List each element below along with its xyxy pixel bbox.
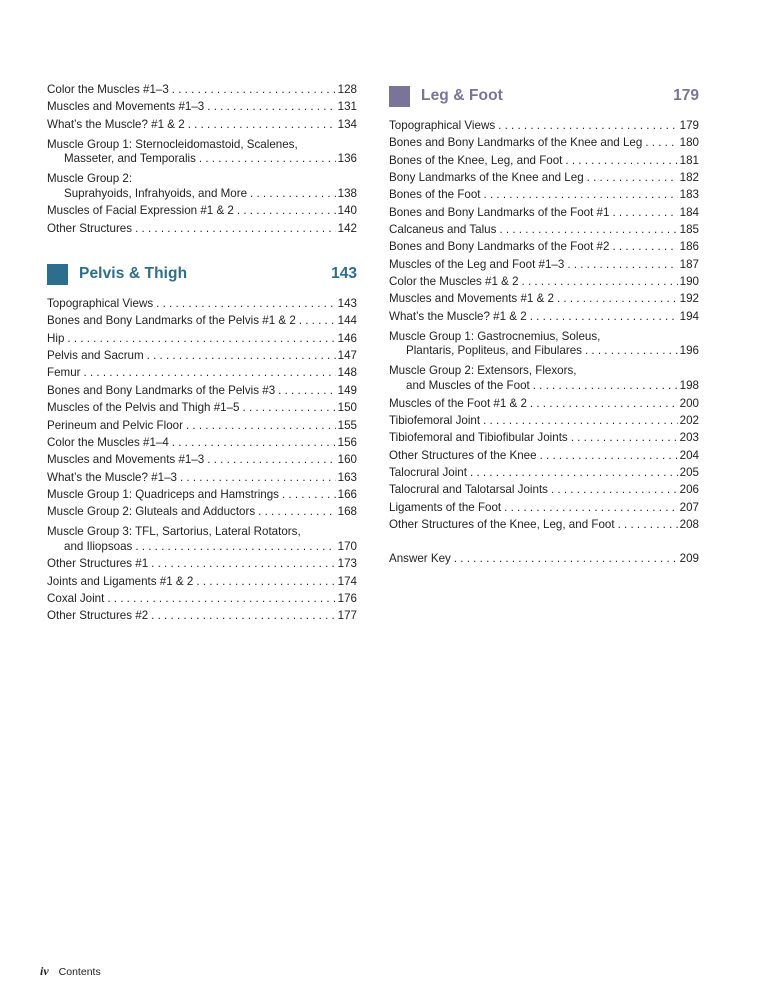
toc-dot-leader: [618, 519, 678, 531]
toc-dot-leader: [135, 541, 335, 553]
toc-entry-page: 194: [679, 309, 699, 323]
toc-entry[interactable]: [47, 136, 357, 153]
toc-entry-label: Ligaments of the Foot: [389, 500, 502, 514]
toc-entry-page: 146: [337, 331, 357, 345]
page-footer: [40, 964, 101, 979]
toc-entry-label: Muscles and Movements #1–3: [47, 100, 205, 114]
toc-entry[interactable]: [47, 171, 357, 188]
toc-entry-page: 200: [679, 396, 699, 410]
toc-dot-leader: [530, 311, 678, 323]
toc-columns: [47, 84, 722, 628]
toc-entry[interactable]: [389, 415, 699, 432]
toc-dot-leader: [612, 207, 677, 219]
toc-entry-page: 144: [337, 314, 357, 328]
toc-entry-label: Muscle Group 2: Extensors, Flexors,: [389, 364, 577, 378]
toc-entry[interactable]: [47, 101, 357, 118]
toc-entry[interactable]: [389, 432, 699, 449]
toc-entry-page: 180: [679, 136, 699, 150]
toc-entry-page: 186: [679, 240, 699, 254]
toc-entry-page: 160: [337, 453, 357, 467]
toc-entry-label: Masseter, and Temporalis: [64, 152, 196, 166]
toc-entry-page: 170: [337, 539, 357, 553]
toc-entry[interactable]: [389, 311, 699, 328]
toc-entry-label: Bones and Bony Landmarks of the Pelvis #1 & 2: [47, 314, 296, 328]
toc-entry-page: 156: [337, 435, 357, 449]
toc-entry-label: Suprahyoids, Infrahyoids, and More: [64, 187, 248, 201]
toc-dot-leader: [557, 293, 678, 305]
toc-entry[interactable]: [389, 293, 699, 310]
toc-entry[interactable]: [47, 489, 357, 506]
toc-dot-leader: [207, 101, 335, 113]
toc-dot-leader: [551, 484, 678, 496]
toc-entry[interactable]: [47, 385, 357, 402]
toc-dot-leader: [135, 223, 336, 235]
toc-entry[interactable]: [389, 224, 699, 241]
toc-entry[interactable]: [389, 259, 699, 276]
toc-entry[interactable]: [47, 610, 357, 627]
toc-dot-leader: [151, 610, 335, 622]
toc-entry[interactable]: [47, 524, 357, 541]
toc-entry-label: Muscle Group 1: Sternocleidomastoid, Scalenes,: [47, 137, 298, 151]
toc-dot-leader: [530, 398, 678, 410]
toc-entry[interactable]: [47, 333, 357, 350]
toc-entry[interactable]: [389, 137, 699, 154]
toc-entry-label: Muscles of the Leg and Foot #1–3: [389, 257, 565, 271]
toc-dot-leader: [454, 553, 678, 565]
toc-dot-leader: [533, 380, 678, 392]
toc-entry-label: Answer Key: [389, 552, 451, 566]
toc-entry-page: 183: [679, 188, 699, 202]
toc-entry-label: Bones and Bony Landmarks of the Knee and Leg: [389, 136, 643, 150]
toc-entry[interactable]: [47, 119, 357, 136]
toc-entry-label: and Muscles of the Foot: [406, 379, 530, 393]
toc-dot-leader: [587, 172, 678, 184]
section-title: Pelvis & Thigh: [79, 265, 188, 283]
toc-entry[interactable]: [47, 205, 357, 222]
toc-entry-page: 204: [679, 448, 699, 462]
toc-dot-leader: [278, 385, 336, 397]
toc-entry-label: Calcaneus and Talus: [389, 223, 497, 237]
toc-dot-leader: [483, 415, 678, 427]
toc-entry[interactable]: [47, 153, 357, 170]
toc-entry[interactable]: [47, 402, 357, 419]
toc-entry-page: 176: [337, 591, 357, 605]
toc-entry-label: Tibiofemoral and Tibiofibular Joints: [389, 431, 568, 445]
toc-entry-page: 185: [679, 223, 699, 237]
toc-entry-page: 155: [337, 418, 357, 432]
toc-entry[interactable]: [47, 367, 357, 384]
toc-dot-leader: [250, 188, 336, 200]
toc-dot-leader: [470, 467, 678, 479]
toc-entry-label: Muscles of Facial Expression #1 & 2: [47, 204, 234, 218]
toc-entry-page: 140: [337, 204, 357, 218]
toc-dot-leader: [147, 350, 336, 362]
toc-entry-page: 174: [337, 574, 357, 588]
toc-dot-leader: [585, 345, 678, 357]
toc-entry-page: 177: [337, 609, 357, 623]
toc-entry[interactable]: [47, 472, 357, 489]
toc-entry-label: Other Structures of the Knee: [389, 448, 537, 462]
section-start-page: 179: [673, 87, 699, 104]
toc-entry-label: Bones of the Knee, Leg, and Foot: [389, 153, 563, 167]
toc-entry-page: 198: [679, 379, 699, 393]
toc-entry-page: 149: [337, 383, 357, 397]
toc-dot-leader: [580, 363, 698, 375]
toc-entry-label: What’s the Muscle? #1 & 2: [389, 309, 527, 323]
toc-dot-leader: [645, 137, 677, 149]
toc-entry[interactable]: [47, 454, 357, 471]
toc-entry-label: What’s the Muscle? #1 & 2: [47, 117, 185, 131]
toc-dot-leader: [282, 489, 336, 501]
toc-entry-label: Other Structures of the Knee, Leg, and Foot: [389, 517, 615, 531]
toc-entry-label: Talocrural and Talotarsal Joints: [389, 483, 548, 497]
toc-entry-label: Muscle Group 2:: [47, 172, 133, 186]
toc-entry[interactable]: [389, 207, 699, 224]
toc-right-column: [389, 84, 699, 628]
toc-dot-leader: [135, 171, 355, 183]
toc-entry-page: 207: [679, 500, 699, 514]
section-title: Leg & Foot: [421, 87, 503, 104]
toc-dot-leader: [237, 205, 336, 217]
toc-entry-label: Bones and Bony Landmarks of the Foot #2: [389, 240, 610, 254]
toc-entry[interactable]: [389, 276, 699, 293]
toc-entry-page: 128: [337, 83, 357, 96]
toc-dot-leader: [172, 437, 336, 449]
toc-entry[interactable]: [47, 223, 357, 240]
toc-entry-label: Perineum and Pelvic Floor: [47, 418, 183, 432]
toc-entry-page: 187: [679, 257, 699, 271]
toc-entry[interactable]: [47, 188, 357, 205]
toc-entry[interactable]: [389, 120, 699, 137]
toc-entry[interactable]: [47, 420, 357, 437]
toc-dot-leader: [172, 84, 336, 96]
toc-entry-page: 205: [679, 465, 699, 479]
toc-entry-page: 203: [679, 431, 699, 445]
toc-entry-label: What’s the Muscle? #1–3: [47, 470, 177, 484]
toc-entries-appendix: [389, 553, 699, 570]
toc-entry-label: Muscle Group 1: Gastrocnemius, Soleus,: [389, 329, 601, 343]
footer-label: Contents: [58, 966, 101, 978]
toc-entries-pelvis-thigh: [47, 298, 357, 628]
toc-dot-leader: [84, 367, 336, 379]
toc-entry-page: 192: [679, 292, 699, 306]
toc-dot-leader: [107, 593, 335, 605]
toc-entry-page: 184: [679, 205, 699, 219]
toc-entry[interactable]: [389, 328, 699, 345]
toc-entry-label: Pelvis and Sacrum: [47, 349, 144, 363]
toc-entry[interactable]: [389, 467, 699, 484]
toc-dot-leader: [504, 502, 678, 514]
toc-dot-leader: [151, 558, 335, 570]
toc-entry-page: 196: [679, 344, 699, 358]
toc-entry-label: Color the Muscles #1–4: [47, 435, 169, 449]
toc-entry-page: 179: [679, 119, 699, 132]
toc-dot-leader: [522, 276, 678, 288]
toc-dot-leader: [603, 328, 697, 340]
toc-entry[interactable]: [389, 241, 699, 258]
toc-entry-page: 202: [679, 413, 699, 427]
toc-dot-leader: [571, 432, 678, 444]
toc-entry-page: 206: [679, 483, 699, 497]
toc-entry[interactable]: [389, 398, 699, 415]
toc-entry-page: 138: [337, 187, 357, 201]
toc-entry-label: Bones of the Foot: [389, 188, 481, 202]
toc-entry[interactable]: [389, 519, 699, 536]
toc-entries-leg-foot: [389, 120, 699, 536]
toc-dot-leader: [186, 420, 336, 432]
toc-entry-page: 136: [337, 152, 357, 166]
toc-entry[interactable]: [47, 437, 357, 454]
toc-entry[interactable]: [47, 315, 357, 332]
section-start-page: 143: [331, 265, 357, 283]
toc-entry[interactable]: [47, 84, 357, 101]
toc-entry-label: Hip: [47, 331, 65, 345]
toc-dot-leader: [304, 524, 355, 536]
toc-entries-continued: [47, 84, 357, 240]
toc-entry-page: 142: [337, 221, 357, 235]
toc-entry-label: Bones and Bony Landmarks of the Pelvis #3: [47, 383, 276, 397]
toc-dot-leader: [567, 259, 677, 271]
toc-dot-leader: [498, 120, 678, 132]
toc-entry-label: Color the Muscles #1 & 2: [389, 275, 519, 289]
toc-entry[interactable]: [47, 593, 357, 610]
toc-entry-page: 190: [679, 275, 699, 289]
toc-entry-label: Muscle Group 2: Gluteals and Adductors: [47, 505, 256, 519]
toc-entry[interactable]: [389, 484, 699, 501]
toc-dot-leader: [612, 241, 677, 253]
toc-entry-label: Bony Landmarks of the Knee and Leg: [389, 171, 584, 185]
toc-entry-label: Joints and Ligaments #1 & 2: [47, 574, 194, 588]
toc-entry[interactable]: [389, 502, 699, 519]
toc-dot-leader: [499, 224, 677, 236]
toc-entry-label: Coxal Joint: [47, 591, 105, 605]
toc-entry-page: 173: [337, 557, 357, 571]
toc-entry[interactable]: [47, 558, 357, 575]
toc-dot-leader: [196, 576, 335, 588]
toc-dot-leader: [180, 472, 336, 484]
toc-entry-label: and Iliopsoas: [64, 539, 133, 553]
toc-entry[interactable]: [389, 155, 699, 172]
toc-dot-leader: [207, 454, 335, 466]
toc-entry-label: Muscles and Movements #1 & 2: [389, 292, 554, 306]
toc-entry-page: 168: [337, 505, 357, 519]
toc-entry[interactable]: [389, 345, 699, 362]
toc-entry-label: Other Structures #1: [47, 557, 149, 571]
toc-entry-label: Plantaris, Popliteus, and Fibulares: [406, 344, 582, 358]
toc-entry-page: 163: [337, 470, 357, 484]
toc-dot-leader: [565, 155, 677, 167]
toc-entry-label: Talocrural Joint: [389, 465, 467, 479]
toc-entry[interactable]: [389, 363, 699, 380]
toc-entry-label: Muscle Group 3: TFL, Sartorius, Lateral Rotators,: [47, 525, 301, 539]
toc-entry-page: 150: [337, 401, 357, 415]
toc-entry-label: Muscle Group 1: Quadriceps and Hamstrings: [47, 487, 279, 501]
toc-entry-page: 181: [679, 153, 699, 167]
toc-entry-label: Muscles of the Foot #1 & 2: [389, 396, 527, 410]
toc-dot-leader: [156, 298, 336, 310]
toc-entry-label: Bones and Bony Landmarks of the Foot #1: [389, 205, 610, 219]
toc-entry[interactable]: [47, 298, 357, 315]
appendix-spacer: [389, 536, 699, 553]
toc-left-column: [47, 84, 357, 628]
toc-dot-leader: [243, 402, 336, 414]
toc-entry-label: Other Structures: [47, 221, 133, 235]
toc-entry-page: 143: [337, 297, 357, 311]
toc-entry[interactable]: [47, 350, 357, 367]
toc-dot-leader: [301, 136, 355, 148]
toc-dot-leader: [258, 506, 336, 518]
toc-entry[interactable]: [389, 450, 699, 467]
toc-entry-label: Topographical Views: [389, 119, 496, 132]
toc-entry-label: Topographical Views: [47, 297, 154, 311]
toc-dot-leader: [67, 333, 335, 345]
toc-entry[interactable]: [47, 576, 357, 593]
toc-entry-label: Tibiofemoral Joint: [389, 413, 481, 427]
section-header-leg-foot: [389, 84, 699, 108]
toc-entry[interactable]: [389, 553, 699, 570]
section-color-swatch: [47, 264, 68, 285]
toc-entry-page: 209: [679, 552, 699, 566]
toc-entry[interactable]: [47, 541, 357, 558]
toc-entry-label: Other Structures #2: [47, 609, 149, 623]
toc-entry-page: 166: [337, 487, 357, 501]
toc-entry[interactable]: [47, 506, 357, 523]
folio-number: iv: [40, 964, 49, 978]
toc-entry-label: Femur: [47, 366, 81, 380]
toc-entry-page: 147: [337, 349, 357, 363]
toc-entry-page: 148: [337, 366, 357, 380]
toc-dot-leader: [299, 315, 336, 327]
toc-entry-label: Muscles of the Pelvis and Thigh #1–5: [47, 401, 240, 415]
toc-entry-page: 182: [679, 171, 699, 185]
section-color-swatch: [389, 86, 410, 107]
toc-entry-page: 208: [679, 517, 699, 531]
section-header-pelvis-thigh: [47, 262, 357, 286]
toc-dot-leader: [199, 153, 336, 165]
toc-dot-leader: [540, 450, 678, 462]
toc-entry[interactable]: [389, 380, 699, 397]
toc-dot-leader: [188, 119, 336, 131]
toc-dot-leader: [484, 189, 678, 201]
toc-entry-label: Muscles and Movements #1–3: [47, 453, 205, 467]
toc-entry-page: 134: [337, 117, 357, 131]
toc-entry-page: 131: [337, 100, 357, 114]
toc-entry-label: Color the Muscles #1–3: [47, 83, 169, 96]
toc-entry[interactable]: [389, 189, 699, 206]
toc-entry[interactable]: [389, 172, 699, 189]
